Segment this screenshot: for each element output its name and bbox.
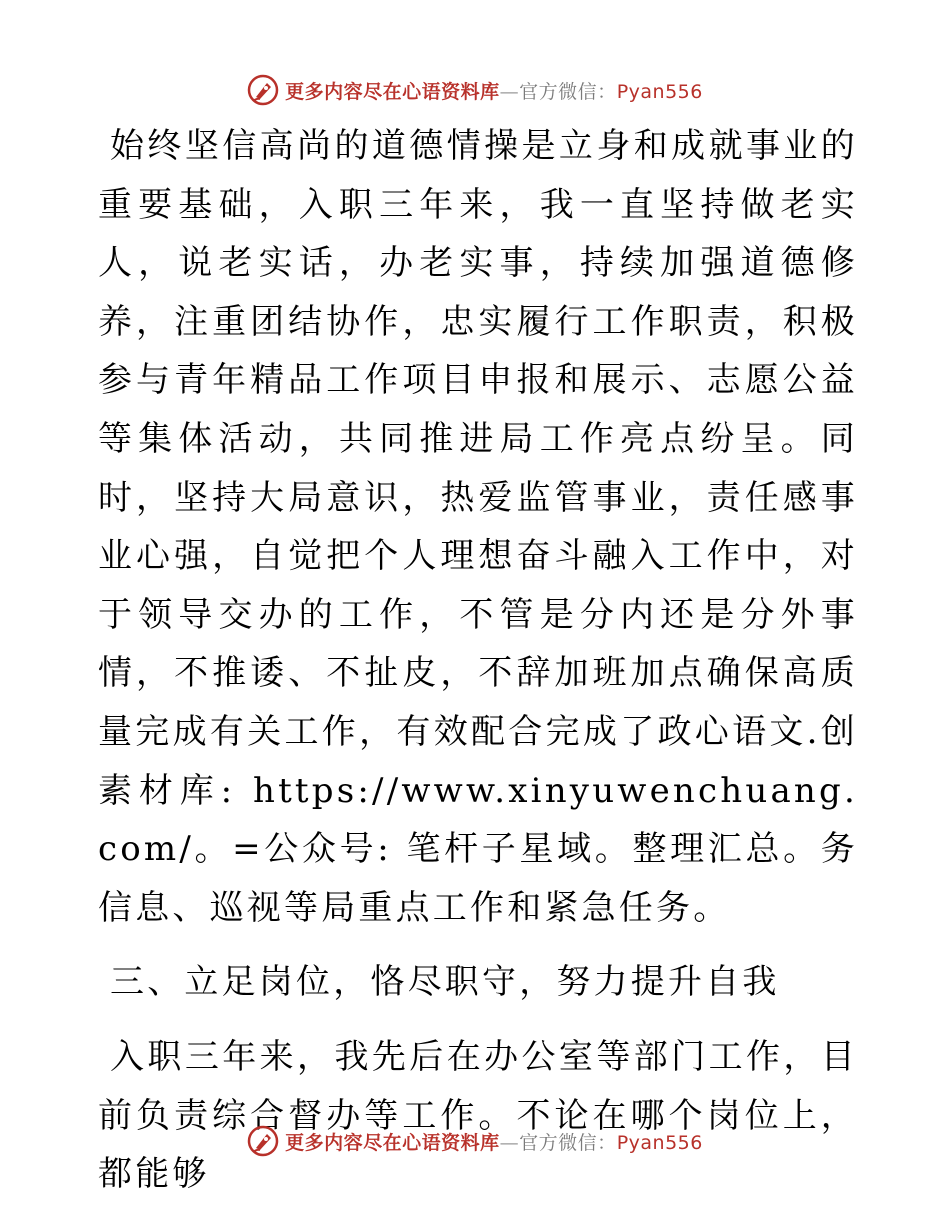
section-heading: 三、立足岗位，恪尽职守，努力提升自我	[110, 962, 780, 1003]
body-paragraph: 始终坚信高尚的道德情操是立身和成就事业的重要基础，入职三年来，我一直坚持做老实人，说老实话，办老实事，持续加强道德修养，注重团结协作，忠实履行工作职责，积极参与青年精品工作项目申报和展示、志愿公益等集体活动，共同推进局工作亮点纷呈。同时，坚持大局意识，热爱监管事业，责任感事业心强，自觉把个人理想奋斗融入工作中，对于领导交办的工作，不管是分内还是分外事情，不推诿、不扯皮，不辞加班加点确保高质量完成有关工作，有效配合完成了政心语文.创素材库: https://www.xinyuwenchuang.com/。=公众号: 笔杆子星域。整理汇总。务信息、巡视等局重点工作和紧急任务。	[98, 126, 858, 928]
watermark-text: 更多内容尽在心语资料库—官方微信：Pyan556	[285, 1131, 703, 1154]
body-paragraph: 入职三年来，我先后在办公室等部门工作，目前负责综合督办等工作。不论在哪个岗位上，都能够	[98, 1036, 858, 1195]
header-watermark	[0, 70, 950, 110]
watermark-text: 更多内容尽在心语资料库—官方微信：Pyan556	[285, 80, 703, 103]
pen-nib-logo-icon	[247, 1125, 279, 1157]
footer-watermark	[0, 1121, 950, 1161]
document-body	[98, 117, 858, 1204]
pen-nib-logo-icon	[247, 74, 279, 106]
